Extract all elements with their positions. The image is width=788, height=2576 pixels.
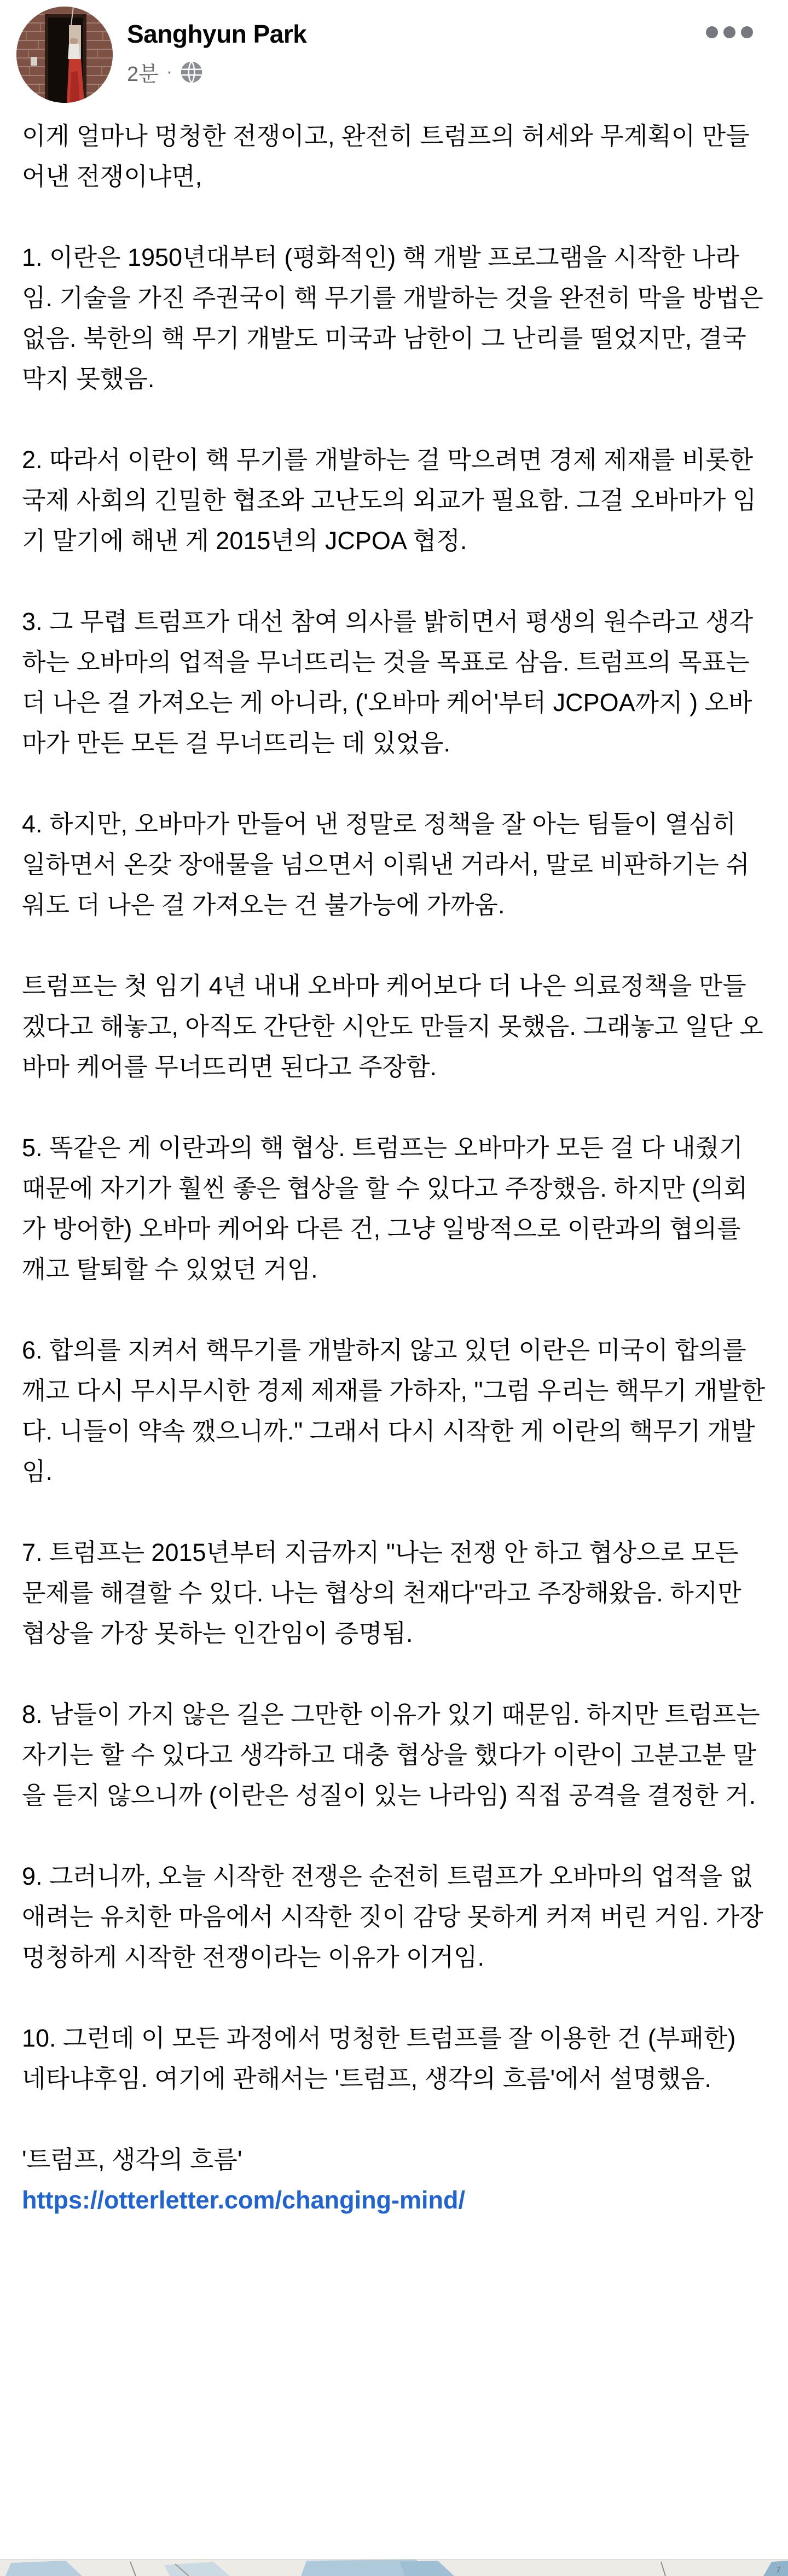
ellipsis-dot (723, 26, 735, 38)
header-info (127, 7, 306, 87)
paragraph: 트럼프는 첫 임기 4년 내내 오바마 케어보다 더 나은 의료정책을 만들겠다고 해놓고, 아직도 간단한 시안도 만들지 못했음. 그래놓고 일단 오바마 케어를 무너뜨리면 된다고 주장함. (22, 972, 763, 1081)
paragraph: 4. 하지만, 오바마가 만들어 낸 정말로 정책을 잘 아는 팀들이 열심히 일하면서 온갖 장애물을 넘으면서 이뤄낸 거라서, 말로 비판하기는 쉬워도 더 나은 걸 가져오는 건 불가능에 가까움. (22, 810, 750, 919)
avatar-photo-brick-doorway (16, 7, 113, 103)
svg-text:7: 7 (776, 2566, 781, 2575)
ellipsis-dot (741, 26, 753, 38)
paragraph: 6. 합의를 지켜서 핵무기를 개발하지 않고 있던 이란은 미국이 합의를 깨고 다시 무시무시한 경제 제재를 가하자, "그럼 우리는 핵무기 개발한다. 니들이 약속 깼으니까." 그래서 다시 시작한 게 이란의 핵무기 개발임. (22, 1336, 766, 1485)
paragraph: 7. 트럼프는 2015년부터 지금까지 "나는 전쟁 안 하고 협상으로 모든 문제를 해결할 수 있다. 나는 협상의 천재다"라고 주장해왔음. 하지만 협상을 가장 못하는 인간임이 증명됨. (22, 1538, 741, 1647)
paragraph: 이게 얼마나 멍청한 전쟁이고, 완전히 트럼프의 허세와 무계획이 만들어낸 전쟁이냐면, (22, 122, 750, 190)
post-header (0, 0, 788, 103)
author-name[interactable]: Sanghyun Park (127, 20, 307, 48)
paragraph: '트럼프, 생각의 흐름' (22, 2146, 242, 2173)
post-link[interactable]: https://otterletter.com/changing-mind/ (22, 2186, 466, 2214)
paragraph: 3. 그 무렵 트럼프가 대선 참여 의사를 밝히면서 평생의 원수라고 생각하는 오바마의 업적을 무너뜨리는 것을 목표로 삼음. 트럼프의 목표는 더 나은 걸 가져오는 게 아니라, ('오바마 케어'부터 JCPOA까지 ) 오바마가 만든 모든 걸 무너뜨리는 데 있었음. (22, 608, 754, 757)
paragraph: 2. 따라서 이란이 핵 무기를 개발하는 걸 막으려면 경제 제재를 비롯한 국제 사회의 긴밀한 협조와 고난도의 외교가 필요함. 그걸 오바마가 임기 말기에 해낸 게 2015년의 JCPOA 협정. (22, 446, 757, 555)
meta-separator: · (166, 61, 173, 82)
paragraph: 10. 그런데 이 모든 과정에서 멍청한 트럼프를 잘 이용한 건 (부패한) 네타냐후임. 여기에 관해서는 '트럼프, 생각의 흐름'에서 설명했음. (22, 2024, 736, 2093)
timestamp[interactable]: 2분 (127, 63, 159, 86)
post-meta (127, 57, 306, 87)
paragraph: 9. 그러니까, 오늘 시작한 전쟁은 순전히 트럼프가 오바마의 업적을 없애려는 유치한 마음에서 시작한 짓이 감당 못하게 커져 버린 거임. 가장 멍청하게 시작한 전쟁이라는 이유가 이거임. (22, 1862, 763, 1971)
paragraph: 1. 이란은 1950년대부터 (평화적인) 핵 개발 프로그램을 시작한 나라임. 기술을 가진 주권국이 핵 무기를 개발하는 것을 완전히 막을 방법은 없음. 북한의 핵 무기 개발도 미국과 남한이 그 난리를 떨었지만, 결국 막지 못했음. (22, 243, 763, 393)
post-body (0, 103, 788, 2550)
avatar[interactable] (16, 7, 113, 103)
paragraph: 5. 똑같은 게 이란과의 핵 협상. 트럼프는 오바마가 모든 걸 다 내줬기 때문에 자기가 훨씬 좋은 협상을 할 수 있다고 주장했음. 하지만 (의회가 방어한) 오바마 케어와 다른 건, 그냥 일방적으로 이란과의 협의를 깨고 탈퇴할 수 있었던 거임. (22, 1134, 748, 1283)
paragraph: 8. 남들이 가지 않은 길은 그만한 이유가 있기 때문임. 하지만 트럼프는 자기는 할 수 있다고 생각하고 대충 협상을 했다가 이란이 고분고분 말을 듣지 않으니까 (이란은 성질이 있는 나라임) 직접 공격을 결정한 거. (22, 1700, 760, 1809)
globe-icon (180, 61, 203, 84)
post-menu-button[interactable] (703, 23, 756, 42)
link-preview-image[interactable] (0, 2559, 788, 2576)
link-line (22, 2180, 766, 2221)
ellipsis-dot (706, 26, 718, 38)
